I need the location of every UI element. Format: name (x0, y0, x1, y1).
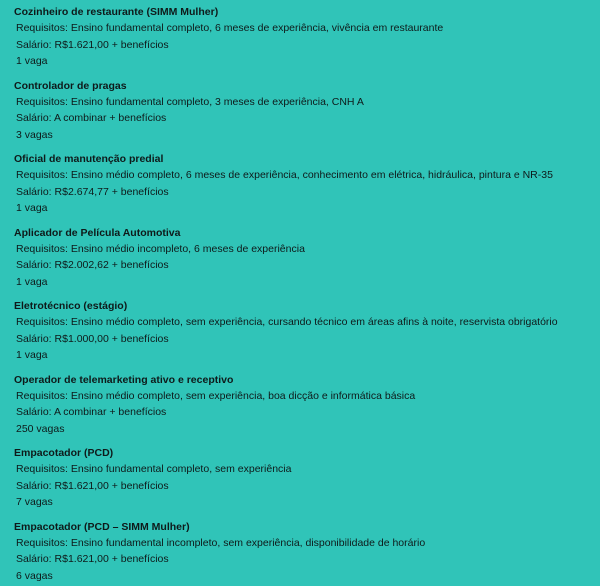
job-openings: 1 vaga (16, 275, 48, 288)
job-title: Operador de telemarketing ativo e receptivo (14, 373, 234, 386)
job-salary: Salário: R$1.621,00 + benefícios (16, 479, 169, 492)
job-openings: 6 vagas (16, 569, 53, 582)
job-salary: Salário: A combinar + benefícios (16, 406, 167, 418)
job-salary: Salário: R$1.621,00 + benefícios (16, 38, 169, 51)
job-openings: 250 vagas (16, 422, 65, 435)
job-salary: Salário: R$1.621,00 + benefícios (16, 553, 169, 565)
job-listing-5 (14, 372, 600, 438)
job-salary: Salário: R$2.674,77 + benefícios (16, 185, 169, 198)
job-listing-0 (14, 4, 600, 70)
job-salary: Salário: R$2.002,62 + benefícios (16, 259, 169, 271)
job-openings: 3 vagas (16, 128, 53, 141)
job-requirements: Requisitos: Ensino médio incompleto, 6 meses de experiência (16, 242, 305, 255)
job-requirements: Requisitos: Ensino fundamental completo, 3 meses de experiência, CNH A (16, 95, 364, 108)
job-listing-1 (14, 78, 600, 144)
job-title: Aplicador de Película Automotiva (14, 226, 181, 239)
job-openings: 1 vaga (16, 349, 48, 361)
job-title: Empacotador (PCD – SIMM Mulher) (14, 520, 190, 533)
job-requirements: Requisitos: Ensino médio completo, sem experiência, cursando técnico em áreas afins à noite, reservista obrigatório (16, 316, 558, 328)
job-requirements: Requisitos: Ensino médio completo, 6 meses de experiência, conhecimento em elétrica, hidráulica, pintura e NR-35 (16, 169, 553, 181)
job-openings: 7 vagas (16, 496, 53, 508)
job-requirements: Requisitos: Ensino fundamental completo, 6 meses de experiência, vivência em restaurante (16, 22, 444, 34)
job-requirements: Requisitos: Ensino fundamental completo, sem experiência (16, 463, 292, 475)
job-listing-3 (14, 225, 600, 291)
job-listing-7 (14, 519, 600, 585)
job-openings: 1 vaga (16, 55, 48, 67)
job-requirements: Requisitos: Ensino fundamental incompleto, sem experiência, disponibilidade de horário (16, 536, 426, 549)
job-title: Oficial de manutenção predial (14, 153, 164, 165)
job-title: Cozinheiro de restaurante (SIMM Mulher) (14, 6, 219, 18)
job-requirements: Requisitos: Ensino médio completo, sem experiência, boa dicção e informática básica (16, 389, 416, 402)
job-listing-4 (14, 298, 600, 364)
job-title: Controlador de pragas (14, 79, 127, 92)
job-listing-6 (14, 445, 600, 511)
job-listing-2 (14, 151, 600, 217)
job-openings: 1 vaga (16, 202, 48, 214)
job-title: Eletrotécnico (estágio) (14, 300, 128, 312)
job-salary: Salário: A combinar + benefícios (16, 112, 167, 124)
job-salary: Salário: R$1.000,00 + benefícios (16, 332, 169, 345)
job-title: Empacotador (PCD) (14, 447, 114, 459)
